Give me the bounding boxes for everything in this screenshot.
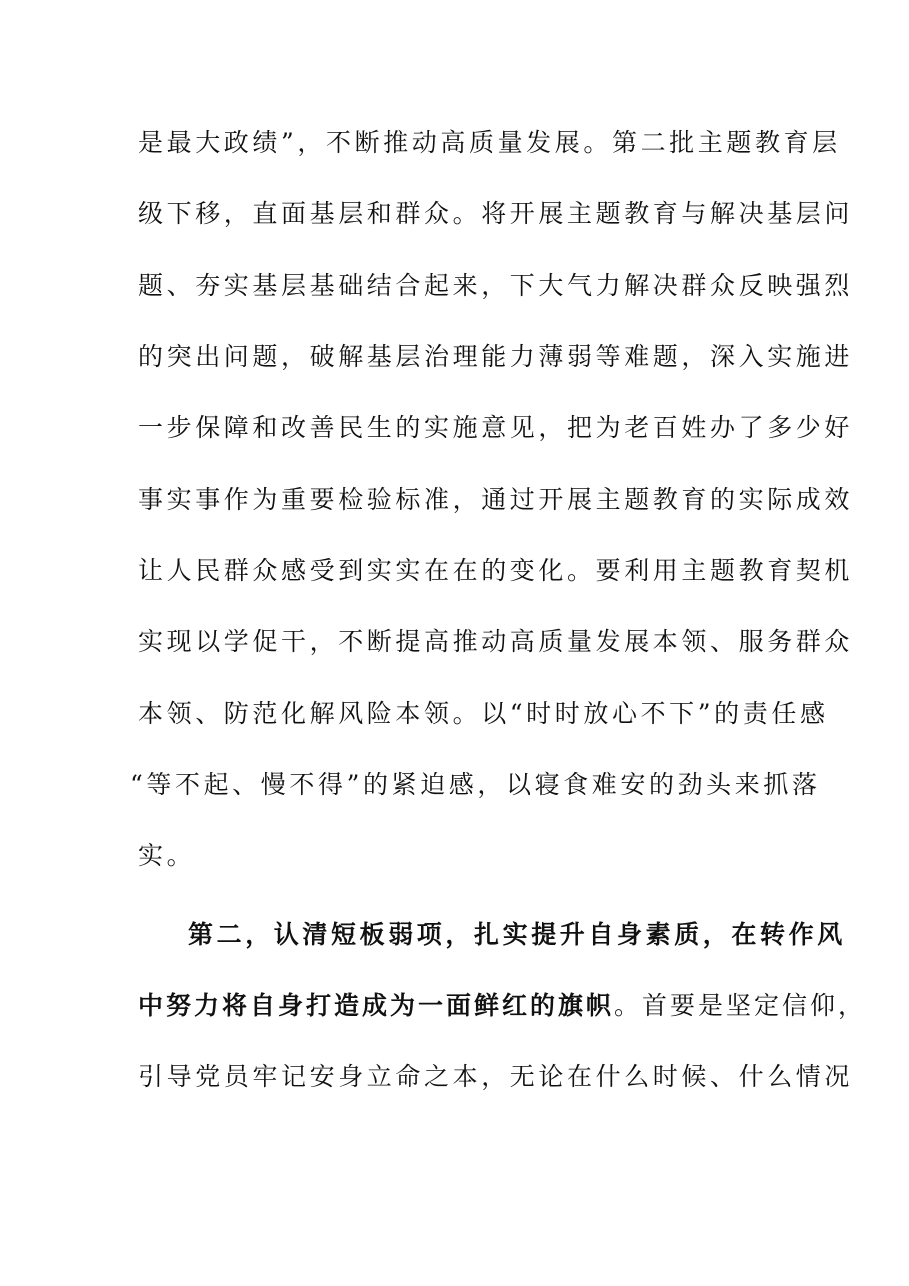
- section-body-text: 。首要是坚定信仰，: [614, 991, 867, 1020]
- text-line: 级下移，直面基层和群众。将开展主题教育与解决基层问: [138, 199, 854, 228]
- text-line: 本领、防范化解风险本领。以“时时放心不下”的责任感: [138, 699, 829, 728]
- text-line: 实。: [138, 841, 196, 870]
- text-line: 是最大政绩”，不断推动高质量发展。第二批主题教育层: [138, 128, 841, 157]
- text-line: 一步保障和改善民生的实施意见，把为老百姓办了多少好: [138, 413, 854, 442]
- text-line: 实现以学促干，不断提高推动高质量发展本领、服务群众: [138, 627, 854, 656]
- section-heading-bold-part: 中努力将自身打造成为一面鲜红的旗帜: [138, 991, 615, 1020]
- text-line: 题、夯实基层基础结合起来，下大气力解决群众反映强烈: [138, 271, 854, 300]
- text-line: 的突出问题，破解基层治理能力薄弱等难题，深入实施进: [138, 342, 854, 371]
- text-line: 引导党员牢记安身立命之本，无论在什么时候、什么情况: [138, 1062, 854, 1091]
- text-line: “等不起、慢不得”的紧迫感，以寝食难安的劲头来抓落: [130, 770, 821, 799]
- text-line: 让人民群众感受到实实在在的变化。要利用主题教育契机: [138, 556, 854, 585]
- section-heading-continuation: [138, 988, 866, 1024]
- text-line: 事实事作为重要检验标准，通过开展主题教育的实际成效: [138, 485, 854, 514]
- section-heading: 第二，认清短板弱项，扎实提升自身素质，在转作风: [188, 920, 846, 949]
